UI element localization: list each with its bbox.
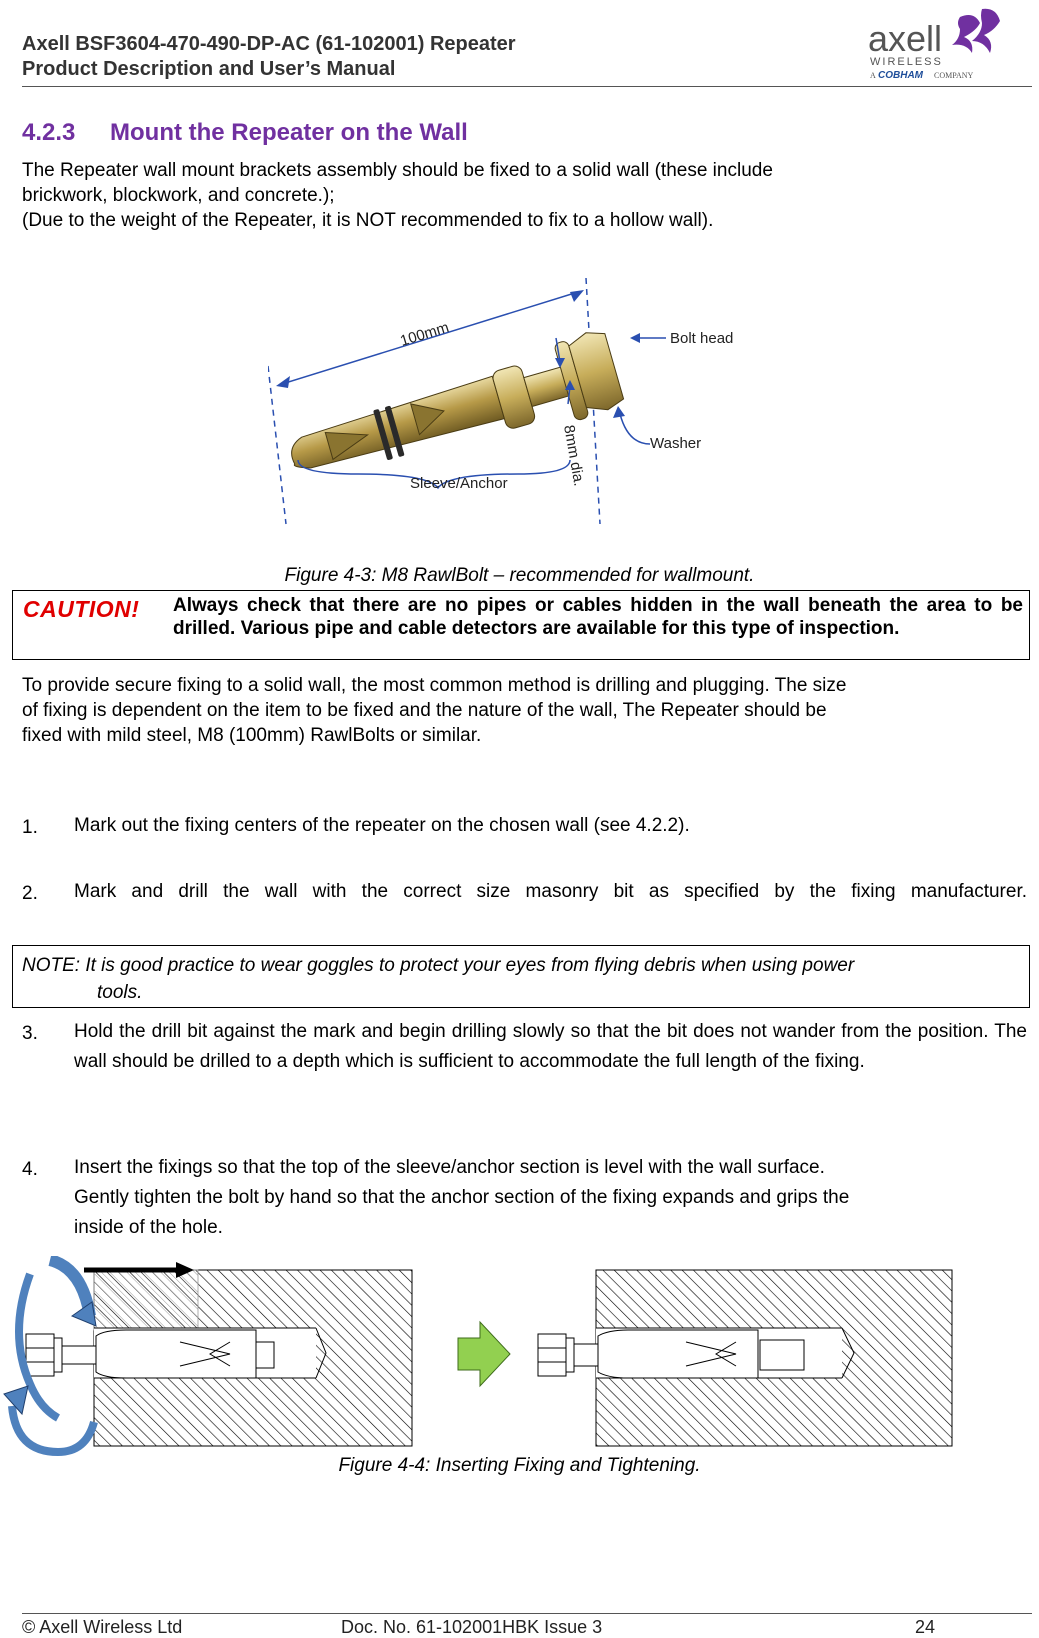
caution-label: CAUTION! [23, 596, 140, 622]
washer-label: Washer [650, 435, 702, 452]
logo-main-text: axell [868, 18, 943, 59]
step-text: Hold the drill bit against the mark and begin drilling slowly so that the bit does not wander from the position. The wall should be drilled to a depth which is sufficient to accommodate the full length of the fixing. [74, 1021, 1027, 1072]
bolt-head-label: Bolt head [670, 330, 734, 347]
header-title-line2: Product Description and User’s Manual [22, 58, 396, 80]
shank-right [574, 1344, 598, 1366]
footer-copyright: © Axell Wireless Ltd [22, 1617, 183, 1637]
figure2-caption: Figure 4-4: Inserting Fixing and Tightening. [338, 1455, 701, 1476]
arrowhead-icon [276, 376, 290, 388]
bolt-head-right [538, 1334, 566, 1376]
caution-box [12, 590, 1030, 660]
header-rule [22, 86, 1032, 87]
intro-line3: (Due to the weight of the Repeater, it is NOT recommended to fix to a hollow wall). [22, 210, 714, 231]
note-line1: NOTE: It is good practice to wear goggles to protect your eyes from flying debris when using power [22, 955, 855, 976]
note-box [12, 945, 1030, 1008]
section-heading [22, 119, 468, 147]
rawlbolt-figure [268, 278, 778, 546]
intro-line2: brickwork, blockwork, and concrete.); [22, 185, 335, 206]
step-number: 3. [22, 1023, 38, 1044]
step-text: Insert the fixings so that the top of the sleeve/anchor section is level with the wall surface. Gently tighten the bolt by hand so that the anchor section of the fixing expands and grips the inside of the hole. [74, 1157, 850, 1238]
bolt-head-arrow-icon [630, 333, 640, 343]
section-title: Mount the Repeater on the Wall [110, 119, 468, 146]
footer-page-number: 24 [915, 1617, 936, 1637]
bolt-head-left [26, 1334, 54, 1376]
caution-text: Always check that there are no pipes or cables hidden in the wall beneath the area to be drilled. Various pipe and cable detectors are available for this type of inspection. [173, 595, 1023, 639]
logo-mark-icon [952, 15, 980, 53]
shank-left [62, 1346, 96, 1364]
header-title-line1: Axell BSF3604-470-490-DP-AC (61-102001) Repeater [22, 33, 516, 55]
intro-paragraph [22, 158, 1027, 233]
washer-left [54, 1338, 62, 1372]
sleeve-label: Sleeve/Anchor [410, 475, 508, 492]
arrowhead-icon-2 [570, 290, 584, 302]
logo-tag-a: A [870, 71, 876, 80]
footer-rule [22, 1613, 1032, 1614]
header-title [22, 32, 516, 82]
washer-right [566, 1338, 574, 1372]
logo-sub-text: WIRELESS [870, 56, 943, 68]
fixing-line3: fixed with mild steel, M8 (100mm) RawlBolts or similar. [22, 725, 482, 746]
figure1-caption: Figure 4-3: M8 RawlBolt – recommended for wallmount. [284, 565, 755, 586]
footer-doc-number: Doc. No. 61-102001HBK Issue 3 [341, 1617, 603, 1637]
logo-tag-rest: COMPANY [934, 71, 974, 80]
fixing-line2: of fixing is dependent on the item to be fixed and the nature of the wall, The Repeater should be [22, 700, 827, 721]
fixing-line1: To provide secure fixing to a solid wall, the most common method is drilling and plugging. The size [22, 675, 847, 696]
step-text: Mark out the fixing centers of the repeater on the chosen wall (see 4.2.2). [74, 815, 690, 836]
cone-right [760, 1340, 804, 1370]
section-number: 4.2.3 [22, 119, 76, 146]
axell-logo [868, 5, 1028, 83]
length-label: 100mm [398, 318, 452, 350]
step-text: Mark and drill the wall with the correct size masonry bit as specified by the fixing manufacturer. [74, 881, 1027, 902]
sleeve-left [96, 1330, 256, 1378]
fixing-paragraph [22, 673, 1027, 748]
intro-line1: The Repeater wall mount brackets assembly should be fixed to a solid wall (these include [22, 160, 773, 181]
wall-left-highlight [94, 1270, 198, 1330]
dia-label: 8mm dia. [560, 423, 588, 488]
logo-mark-icon-2 [972, 9, 1000, 53]
washer-arrow-icon [613, 406, 625, 418]
insert-tighten-figure [0, 1256, 1039, 1456]
next-step-arrow-icon [458, 1322, 510, 1386]
step-number: 4. [22, 1159, 38, 1180]
step-number: 2. [22, 883, 38, 904]
note-line2: tools. [97, 982, 143, 1003]
logo-tag-brand: COBHAM [878, 70, 923, 81]
note-text [22, 952, 1022, 1006]
left-extent-line [268, 366, 286, 524]
cone-left [256, 1342, 274, 1368]
step-number: 1. [22, 817, 38, 838]
